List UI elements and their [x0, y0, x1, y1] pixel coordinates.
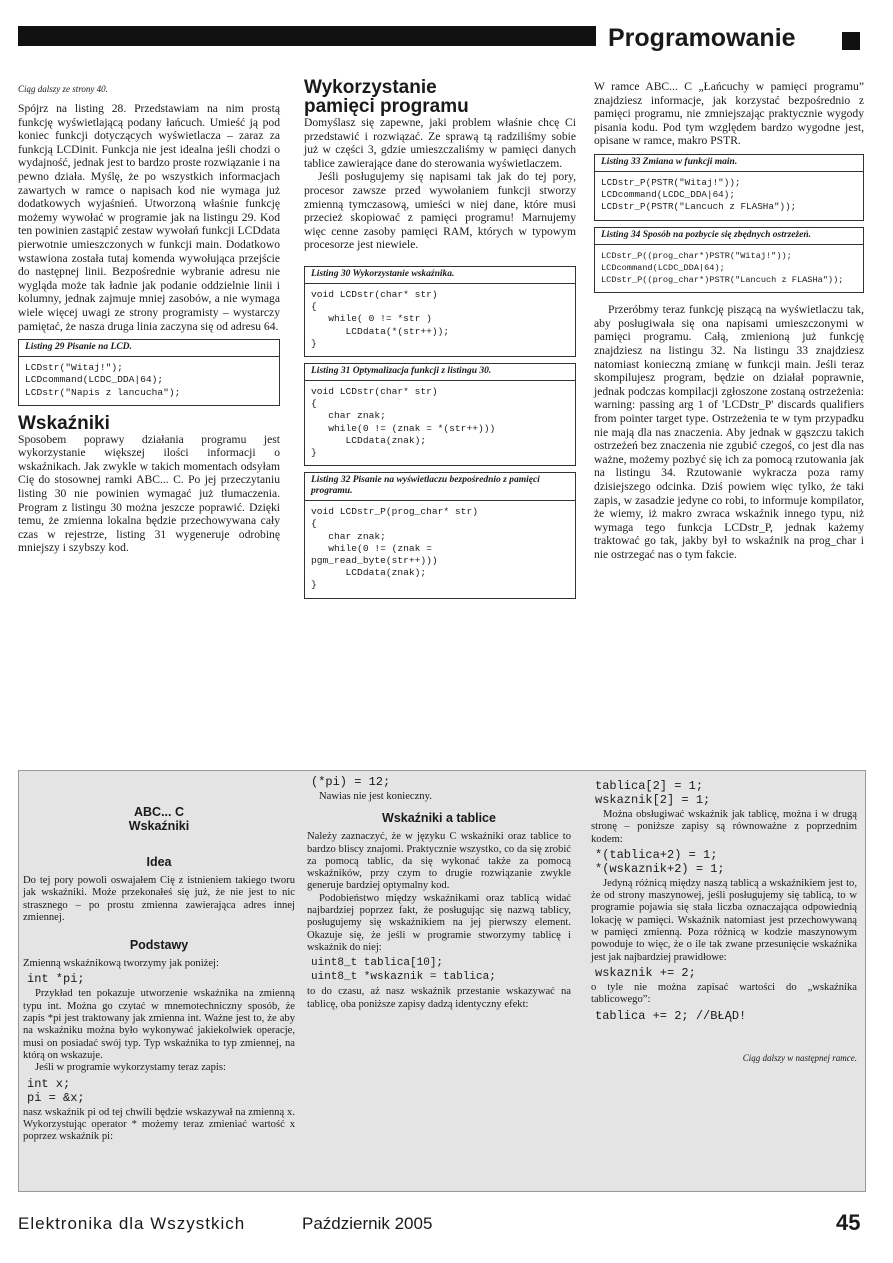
paragraph: Spójrz na listing 28. Przedstawiam na nim prostą funkcję wyświetlającą podany łańcuch. Umieść ją pod koniec funkcji dotyczących wyświetlacza – zaraz za funkcją LCDinit. Funkcja nie jest idealna jeśli chodzi o wydajność, jednak jest to bardzo proste rozwiązanie i na pewno działa. Myślę, że po wszystkich informacjach zawartych w ramce o napisach kod nie wymaga już dodatkowych wyjaśnień. Utworzoną właśnie funkcję możemy wywołać w programie jak na listingu 29. Kod ten powinien zastąpić zestaw wywołań funkcji LCDdata pierwotnie umieszczonych w funkcji main. Dodatkowo wstawiona została tutaj komenda wywołująca przejście do następnej linii. Bezpośrednie wybranie adresu nie wygląda może tak ładnie jak podanie oddzielnie linii i kolumny, jednak zajmuje mniej zasobów, a nie wymaga wiele więcej uwagi ze strony programisty – wystarczy pamiętać, że nasza druga linia zaczyna się od adresu 64. [18, 102, 280, 333]
box-paragraph: Można obsługiwać wskaźnik jak tablicę, można i w drugą stronę – poniższe zapisy są równoważne z poprzednim kodem: [591, 809, 857, 845]
box-title-line-2: Wskaźniki [128, 819, 190, 833]
abc-c-box [18, 770, 866, 1192]
footer-magazine: Elektronika dla Wszystkich [18, 1214, 246, 1233]
listing-caption: Listing 30 Wykorzystanie wskaźnika. [305, 269, 575, 284]
listing-caption: Listing 31 Optymalizacja funkcji z listingu 30. [305, 366, 575, 381]
box-code: tablica[2] = 1; wskaznik[2] = 1; [595, 779, 711, 807]
column-1 [18, 84, 280, 555]
column-3 [594, 80, 864, 561]
box-paragraph: Jeśli w programie wykorzystamy teraz zapis: [35, 1062, 226, 1074]
box-heading-idea: Idea [146, 855, 172, 869]
box-code: tablica += 2; //BŁĄD! [595, 1008, 747, 1023]
listing-caption: Listing 32 Pisanie na wyświetlaczu bezpośrednio z pamięci programu. [305, 475, 575, 501]
paragraph: Sposobem poprawy działania programu jest wykorzystanie większej ilości informacji o wskaźnikach. Jak zwykle w takich momentach odsyłam Cię do stosownej ramki ABC... C. Po jej przeczytaniu listing 30 nie powinien wymagać już tłumaczenia. Program z listingu 30 można jeszcze poprawić. Dzięki temu, że zmienna lokalna będzie przechowywana cały czas w rejestrze, listing 31 wygeneruje odrobinę mniejszy i szybszy kod. [18, 432, 280, 555]
listing-code: LCDstr_P((prog_char*)PSTR("Witaj!")); LCDcommand(LCDC_DDA|64); LCDstr_P((prog_char*)PSTR("Lancuch z FLASHa")); [601, 250, 844, 285]
listing-34 [594, 227, 864, 294]
box-code: int x; pi = &x; [27, 1076, 85, 1105]
paragraph: Domyślasz się zapewne, jaki problem właśnie chcę Ci przedstawić i rozwiązać. Ze sprawą tą radziliśmy sobie już w części 3, gdzie umieszczaliśmy w pamięci danych tablice zawierające dane do sterowania wyświetlaczem. [304, 116, 576, 170]
listing-33 [594, 154, 864, 221]
section-title: Programowanie [608, 24, 796, 52]
box-paragraph: to do czasu, aż nasz wskaźnik przestanie wskazywać na tablicę, oba poniższe zapisy dadzą identyczny efekt: [307, 986, 571, 1010]
box-paragraph: Nawias nie jest konieczny. [319, 791, 432, 802]
listing-caption: Listing 34 Sposób na pozbycie się zbędnych ostrzeżeń. [595, 230, 863, 245]
box-paragraph: Należy zaznaczyć, że w języku C wskaźniki oraz tablice to bardzo bliscy znajomi. Praktycznie wszystko, co da się zrobić za pomocą tablic, da się wykonać także za pomocą wskaźników, przy czym to drugie rozwiązanie zwykle generuje bardziej optymalny kod. [307, 831, 571, 892]
box-continuation: Ciąg dalszy w następnej ramce. [742, 1052, 857, 1063]
listing-code: void LCDstr(char* str) { char znak; while(0 != (znak = *(str++))) LCDdata(znak); } [311, 385, 496, 458]
box-code: wskaznik += 2; [595, 965, 696, 980]
listing-code: LCDstr("Witaj!"); LCDcommand(LCDC_DDA|64); LCDstr("Napis z lancucha"); [25, 362, 181, 398]
listing-code: void LCDstr_P(prog_char* str) { char znak; while(0 != (znak = pgm_read_byte(str++))) LCDdata(znak); } [311, 506, 478, 591]
box-paragraph: Do tej pory powoli oswajałem Cię z istnieniem takiego tworu jak wskaźniki. Może przekonałeś się już, że nie jest to nic strasznego – po prostu zmienna zawierająca adres innej zmiennej. [23, 875, 295, 923]
listing-31 [304, 363, 576, 466]
paragraph: Przeróbmy teraz funkcję piszącą na wyświetlaczu tak, aby posługiwała się ona napisami umieszczonymi w pamięci programu. Całą, zmienioną już funkcję znajdziesz na listingu 32. Na listingu 33 znajdziesz natomiast konieczną zmianę w funkcji main. Jeśli teraz skompilujesz program, będzie on działał poprawnie, jednak podczas kompilacji zgłoszone zostaną ostrzeżenia: warning: passing arg 1 of 'LCDstr_P' discards qualifiers from pointer target type. Ostrzeżenia te w tym przypadku nie mają dla nas znaczenia. Aby jednak w gąszczu takich ostrzeżeń bez znaczenia nie zgubić czegoś, co jest dla nas ważne, możemy pozbyć się ich za pomocą rzutowania jak na listingu 34. Rzutowanie wykracza poza ramy dzisiejszego odcinka. Dziś powiem więc tylko, że taki zapis, w zasadzie jedyne co robi, to informuje kompilator, że wiemy, iż makro zwraca wskaźnik innego typu, niż wymaga tego funkcja LCDstr_P, jednak każemy traktować go tak, jakby był to wskaźnik na prog_char i nie ostrzegać nas o tym fakcie. [594, 303, 864, 561]
box-heading-podstawy: Podstawy [129, 938, 189, 953]
box-paragraph: Jedyną różnicą między naszą tablicą a wskaźnikiem jest to, że od strony maszynowej, jeśli posługujemy się tablicą, to w programie pojawia się stała liczba oznaczająca odpowiednią lokację w pamięci. Wskaźnik natomiast jest przechowywaną w pamięci zmienną. Poza różnicą w kodzie maszynowym powoduje to więc, że o ile tak zwane przesunięcie wskaźnika jest jak najbardziej prawidłowe: [591, 877, 857, 963]
section-square [842, 32, 860, 50]
box-paragraph: Podobieństwo między wskaźnikami oraz tablicą widać najbardziej poprzez fakt, że posługując się nazwą tablicy, posługujemy się wskaźnikiem na jej pierwszy element. Okazuje się, że jeśli w programie stworzymy tablicę i wskaźnik do niej: [307, 892, 571, 953]
box-code: *(tablica+2) = 1; *(wskaznik+2) = 1; [595, 847, 725, 876]
listing-29 [18, 339, 280, 406]
box-code: (*pi) = 12; [311, 775, 391, 789]
box-code: int *pi; [27, 972, 85, 987]
footer-issue: Październik 2005 [302, 1214, 433, 1233]
box-column-3 [591, 771, 857, 1063]
box-title-line-1: ABC... C [134, 805, 184, 819]
listing-caption: Listing 29 Pisanie na LCD. [19, 342, 279, 357]
box-column-2 [307, 771, 571, 1011]
paragraph: Jeśli posługujemy się napisami tak jak do tej pory, procesor zawsze przed wywołaniem funkcji stworzy zmienną tymczasową, umieści w niej dane, które musi przecież skopiować z pamięci programu! Marnujemy więc cenne zasoby pamięci RAM, których w typowym procesorze jest niewiele. [304, 170, 576, 252]
listing-code: LCDstr_P(PSTR("Witaj!")); LCDcommand(LCDC_DDA|64); LCDstr_P(PSTR("Lancuch z FLASHa")); [601, 176, 797, 213]
box-column-1 [23, 771, 295, 1143]
box-paragraph: Przykład ten pokazuje utworzenie wskaźnika na zmienną typu int. Można go czytać w mnemotechniczny sposób, że zapis *pi jest traktowany jak zmienna int. Ważne jest to, że aby na wskaźniku można było wykonywać jakiekolwiek operacje, musi on posiadać swój typ. Typ wskaźnika to typ zmiennej, na którą on wskazuje. [23, 988, 295, 1061]
listing-caption: Listing 33 Zmiana w funkcji main. [595, 157, 863, 172]
box-code: uint8_t tablica[10]; uint8_t *wskaznik = tablica; [311, 957, 496, 984]
box-title [23, 805, 295, 833]
column-2 [304, 78, 576, 605]
paragraph: W ramce ABC... C „Łańcuchy w pamięci programu” znajdziesz informacje, jak korzystać bezpośrednio z pamięci programu, nie zmniejszając praktycznie wygody pisania kodu. Pod tym względem bardzo wygodne jest, opisane w ramce, makro PSTR. [594, 80, 864, 148]
box-heading-tablice: Wskaźniki a tablice [382, 811, 496, 826]
box-paragraph: o tyle nie można zapisać wartości do „wskaźnika tablicowego”: [591, 981, 857, 1006]
box-paragraph: Zmienną wskaźnikową tworzymy jak poniżej: [23, 958, 219, 970]
header-bar [18, 26, 596, 46]
continuation-note: Ciąg dalszy ze strony 40. [18, 84, 108, 94]
heading-wskazniki: Wskaźniki [18, 412, 110, 434]
footer-page-number: 45 [836, 1210, 861, 1235]
box-paragraph: nasz wskaźnik pi od tej chwili będzie wskazywał na zmienną x. Wykorzystując operator * możemy teraz zmieniać wartość x poprzez wskaźnik pi: [23, 1106, 295, 1143]
listing-30 [304, 266, 576, 357]
listing-code: void LCDstr(char* str) { while( 0 != *str ) LCDdata(*(str++)); } [311, 288, 450, 349]
listing-32 [304, 472, 576, 598]
heading-pamiec: Wykorzystanie pamięci programu [304, 77, 469, 117]
